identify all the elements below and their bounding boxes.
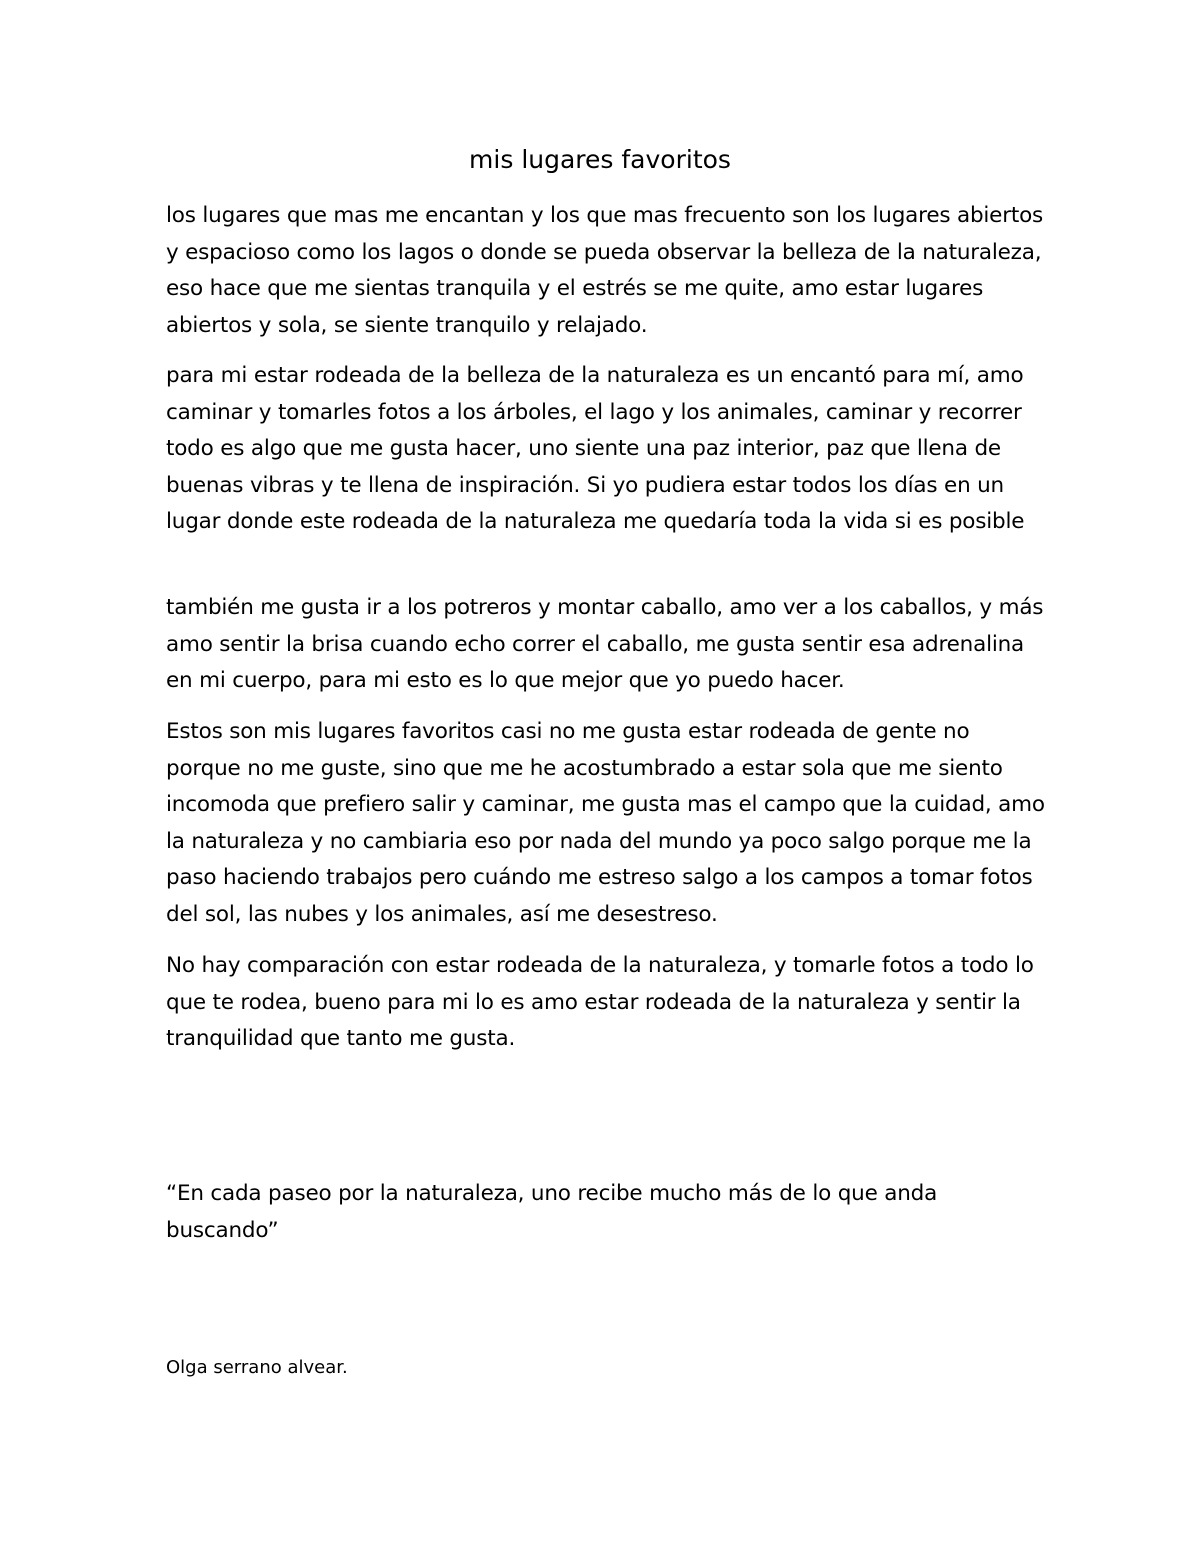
paragraph-3: también me gusta ir a los potreros y montar caballo, amo ver a los caballos, y más amo sentir la brisa cuando echo correr el caballo, me gusta sentir esa adrenalina en mi cuerpo, para mi esto es lo que mejor que yo puedo hacer. (166, 595, 1044, 694)
document-title: mis lugares favoritos (469, 145, 731, 174)
author-signature: Olga serrano alvear. (166, 1357, 348, 1378)
paragraph-5: No hay comparación con estar rodeada de la naturaleza, y tomarle fotos a todo lo que te rodea, bueno para mi lo es amo estar rodeada de la naturaleza y sentir la tranquilidad que tanto me gusta. (166, 953, 1034, 1052)
paragraph-4: Estos son mis lugares favoritos casi no me gusta estar rodeada de gente no porque no me guste, sino que me he acostumbrado a estar sola que me siento incomoda que prefiero salir y caminar, me gusta mas el campo que la cuidad, amo la naturaleza y no cambiaria eso por nada del mundo ya poco salgo porque me la paso haciendo trabajos pero cuándo me estreso salgo a los campos a tomar fotos del sol, las nubes y los animales, así me desestreso. (166, 719, 1045, 927)
closing-quote: “En cada paseo por la naturaleza, uno recibe mucho más de lo que anda buscando” (166, 1181, 938, 1243)
paragraph-2: para mi estar rodeada de la belleza de la naturaleza es un encantó para mí, amo caminar y tomarles fotos a los árboles, el lago y los animales, caminar y recorrer todo es algo que me gusta hacer, uno siente una paz interior, paz que llena de buenas vibras y te llena de inspiración. Si yo pudiera estar todos los días en un lugar donde este rodeada de la naturaleza me quedaría toda la vida si es posible (166, 363, 1025, 535)
paragraph-1: los lugares que mas me encantan y los que mas frecuento son los lugares abiertos y espacioso como los lagos o donde se pueda observar la belleza de la naturaleza, eso hace que me sientas tranquila y el estrés se me quite, amo estar lugares abiertos y sola, se siente tranquilo y relajado. (166, 203, 1044, 338)
